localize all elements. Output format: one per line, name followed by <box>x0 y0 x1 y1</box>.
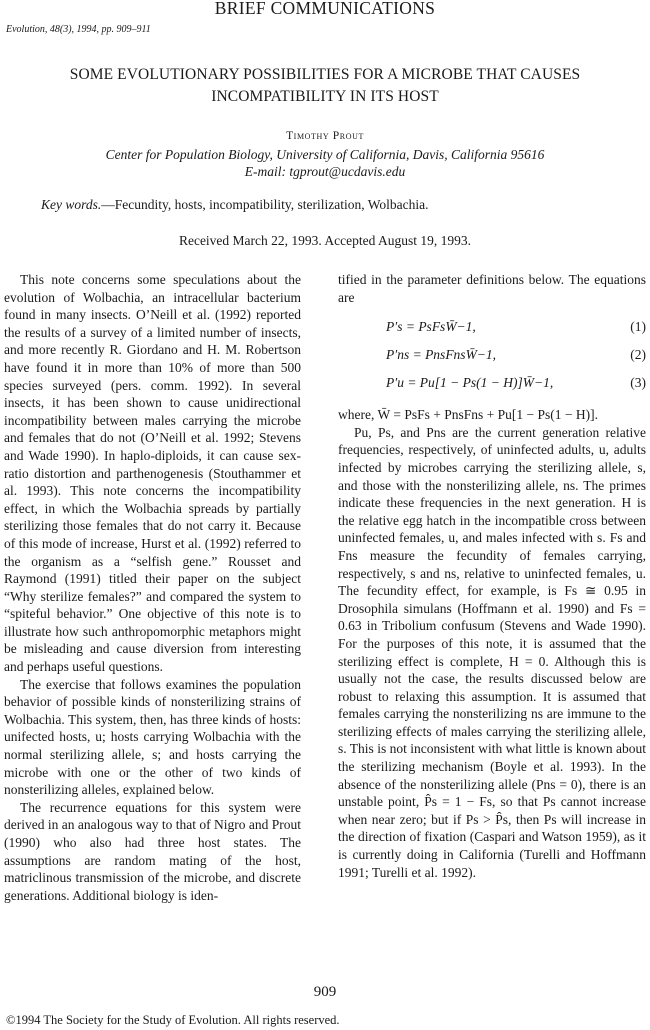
page-number: 909 <box>313 984 337 1000</box>
equation-number: (2) <box>630 347 646 363</box>
section-banner: BRIEF COMMUNICATIONS <box>214 0 436 18</box>
equation-number: (3) <box>630 375 646 391</box>
author-email: E-mail: tgprout@ucdavis.edu <box>244 164 406 179</box>
left-column <box>4 271 301 904</box>
keywords-line <box>41 197 429 213</box>
equation-text: P′s = PsFsW̄−1, <box>386 319 476 335</box>
article-title: SOME EVOLUTIONARY POSSIBILITIES FOR A MICROBE THAT CAUSES INCOMPATIBILITY IN ITS HOST <box>69 66 581 105</box>
equation <box>338 369 646 397</box>
journal-citation: Evolution, 48(3), 1994, pp. 909–911 <box>6 24 151 35</box>
keywords-text: —Fecundity, hosts, incompatibility, sterilization, Wolbachia. <box>101 197 429 212</box>
equation-number: (1) <box>630 319 646 335</box>
paragraph: The recurrence equations for this system were derived in an analogous way to that of Nigro and Prout (1990) who also had three host states. The assumptions are random mating of the host, matriclinous transmission of the microbe, and discrete generations. Additional biology is iden- <box>4 799 301 903</box>
right-column <box>338 271 646 881</box>
affiliation: Center for Population Biology, University of California, Davis, California 95616 <box>105 147 545 162</box>
paragraph: This note concerns some speculations about the evolution of Wolbachia, an intracellular bacterium found in many insects. O’Neill et al. (1992) reported the results of a survey of a limited number of insects, and more recently R. Giordano and H. M. Robertson have found it in more than 10% of more than 500 species surveyed (pers. comm. 1992). In several insects, it has been shown to cause unidirectional incompatibility between males carrying the microbe and females that do not (O’Neill et al. 1992; Stevens and Wade 1990). In haplo-diploids, it can cause sex-ratio distortion and parthenogenesis (Stouthammer et al. 1993). This note concerns the incompatibility effect, in which the Wolbachia spreads by partially sterilizing those females that do not carry it. Because of this mode of increase, Hurst et al. (1992) referred to the organism as a “selfish gene.” Rousset and Raymond (1991) titled their paper on the subject “Why sterilize females?” and compared the system to “spiteful behavior.” One objective of this note is to illustrate how such anthropomorphic metaphors might be misleading and cause diversion from interesting and perhaps useful questions. <box>4 272 301 675</box>
affiliation-block <box>0 146 650 180</box>
paragraph: The exercise that follows examines the population behavior of possible kinds of nonsterilizing strains of Wolbachia. This system, then, has three kinds of hosts: unifected hosts, u; hosts carrying Wolbachia with the normal sterilizing allele, s; and hosts carrying the microbe with one or the other of two kinds of nonsterilizing alleles, explained below. <box>4 676 301 798</box>
copyright-notice: ©1994 The Society for the Study of Evolution. All rights reserved. <box>6 1013 340 1027</box>
paragraph: tified in the parameter definitions below. The equations are <box>338 272 646 305</box>
paragraph: Pu, Ps, and Pns are the current generation relative frequencies, respectively, of uninfected adults, u, adults infected by microbes carrying the sterilizing allele, s, and those with the nonsterilizing allele, ns. The primes indicate these frequencies in the next generation. H is the relative egg hatch in the incompatible cross between uninfected females, u, and males infected with s. Fs and Fns measure the fecundity of females carrying, respectively, s and ns, relative to uninfected females, u. The fecundity effect, for example, is Fs ≅ 0.95 in Drosophila simulans (Hoffmann et al. 1990) and Fs = 0.63 in Tribolium confusum (Stevens and Wade 1990). For the purposes of this note, it is assumed that the sterilizing effect is complete, H = 0. Although this is usually not the case, the results discussed below are robust to relaxing this assumption. It is assumed that females carrying the nonsterilizing ns are immune to the sterilizing effects of males carrying the sterilizing allele, s. This is not inconsistent with what little is known about the sterilizing mechanism (Boyle et al. 1993). In the absence of the nonsterilizing allele (Pns = 0), there is an unstable point, P̂s = 1 − Fs, so that Ps cannot increase when near zero; but if Ps > P̂s, then Ps will increase in the direction of fixation (Caspari and Watson 1959), as it is currently doing in California (Turelli and Hoffmann 1991; Turelli et al. 1992). <box>338 424 646 880</box>
author-name: Timothy Prout <box>286 130 364 142</box>
equation <box>338 313 646 341</box>
equation-text: P′u = Pu[1 − Ps(1 − H)]W̄−1, <box>386 375 554 391</box>
equation <box>338 341 646 369</box>
equation-block <box>338 313 646 397</box>
received-dates: Received March 22, 1993. Accepted August 19, 1993. <box>178 233 472 248</box>
keywords-label: Key words. <box>41 197 102 212</box>
equation-text: P′ns = PnsFnsW̄−1, <box>386 347 497 363</box>
paragraph: where, W̄ = PsFs + PnsFns + Pu[1 − Ps(1 − H)]. <box>338 407 598 423</box>
